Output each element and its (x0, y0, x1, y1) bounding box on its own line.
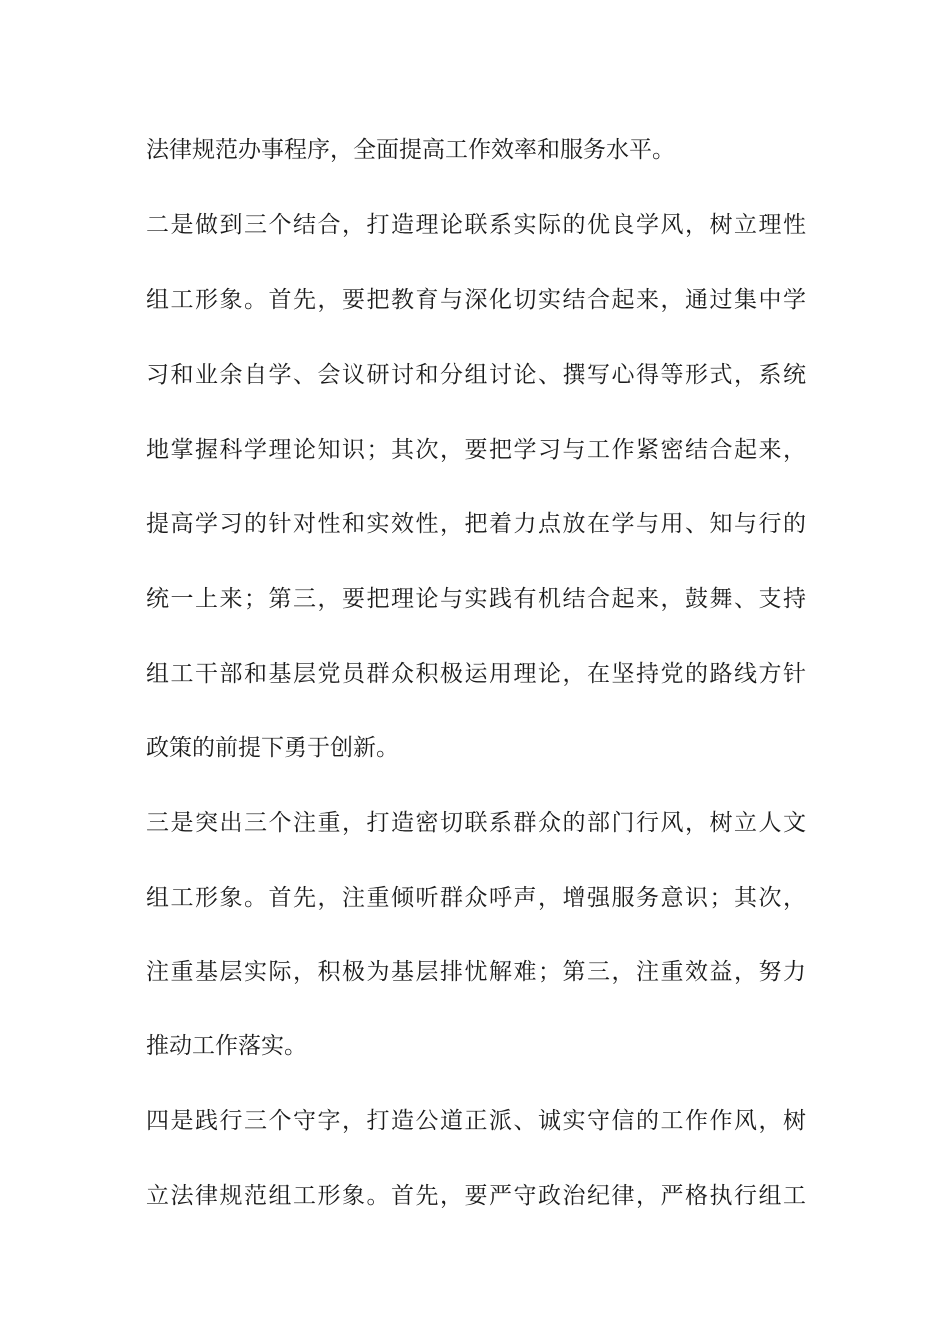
text-line: 四是践行三个守字，打造公道正派、诚实守信的工作作风，树 (146, 1108, 806, 1134)
text-line: 组工形象。首先，要把教育与深化切实结合起来，通过集中学 (146, 287, 806, 313)
text-line: 政策的前提下勇于创新。 (146, 735, 399, 761)
text-line: 注重基层实际，积极为基层排忧解难；第三，注重效益，努力 (146, 959, 806, 985)
text-line: 提高学习的针对性和实效性，把着力点放在学与用、知与行的 (146, 511, 806, 537)
text-line: 二是做到三个结合，打造理论联系实际的优良学风，树立理性 (146, 212, 806, 238)
text-line: 立法律规范组工形象。首先，要严守政治纪律，严格执行组工 (146, 1183, 806, 1209)
text-line: 组工形象。首先，注重倾听群众呼声，增强服务意识；其次， (146, 885, 806, 911)
text-line: 组工干部和基层党员群众积极运用理论，在坚持党的路线方针 (146, 661, 806, 687)
text-line: 法律规范办事程序，全面提高工作效率和服务水平。 (146, 137, 675, 163)
text-line: 推动工作落实。 (146, 1033, 307, 1059)
text-line: 地掌握科学理论知识；其次，要把学习与工作紧密结合起来， (146, 437, 806, 463)
text-line: 三是突出三个注重，打造密切联系群众的部门行风，树立人文 (146, 810, 806, 836)
text-line: 统一上来；第三，要把理论与实践有机结合起来，鼓舞、支持 (146, 586, 806, 612)
text-line: 习和业余自学、会议研讨和分组讨论、撰写心得等形式，系统 (146, 362, 806, 388)
